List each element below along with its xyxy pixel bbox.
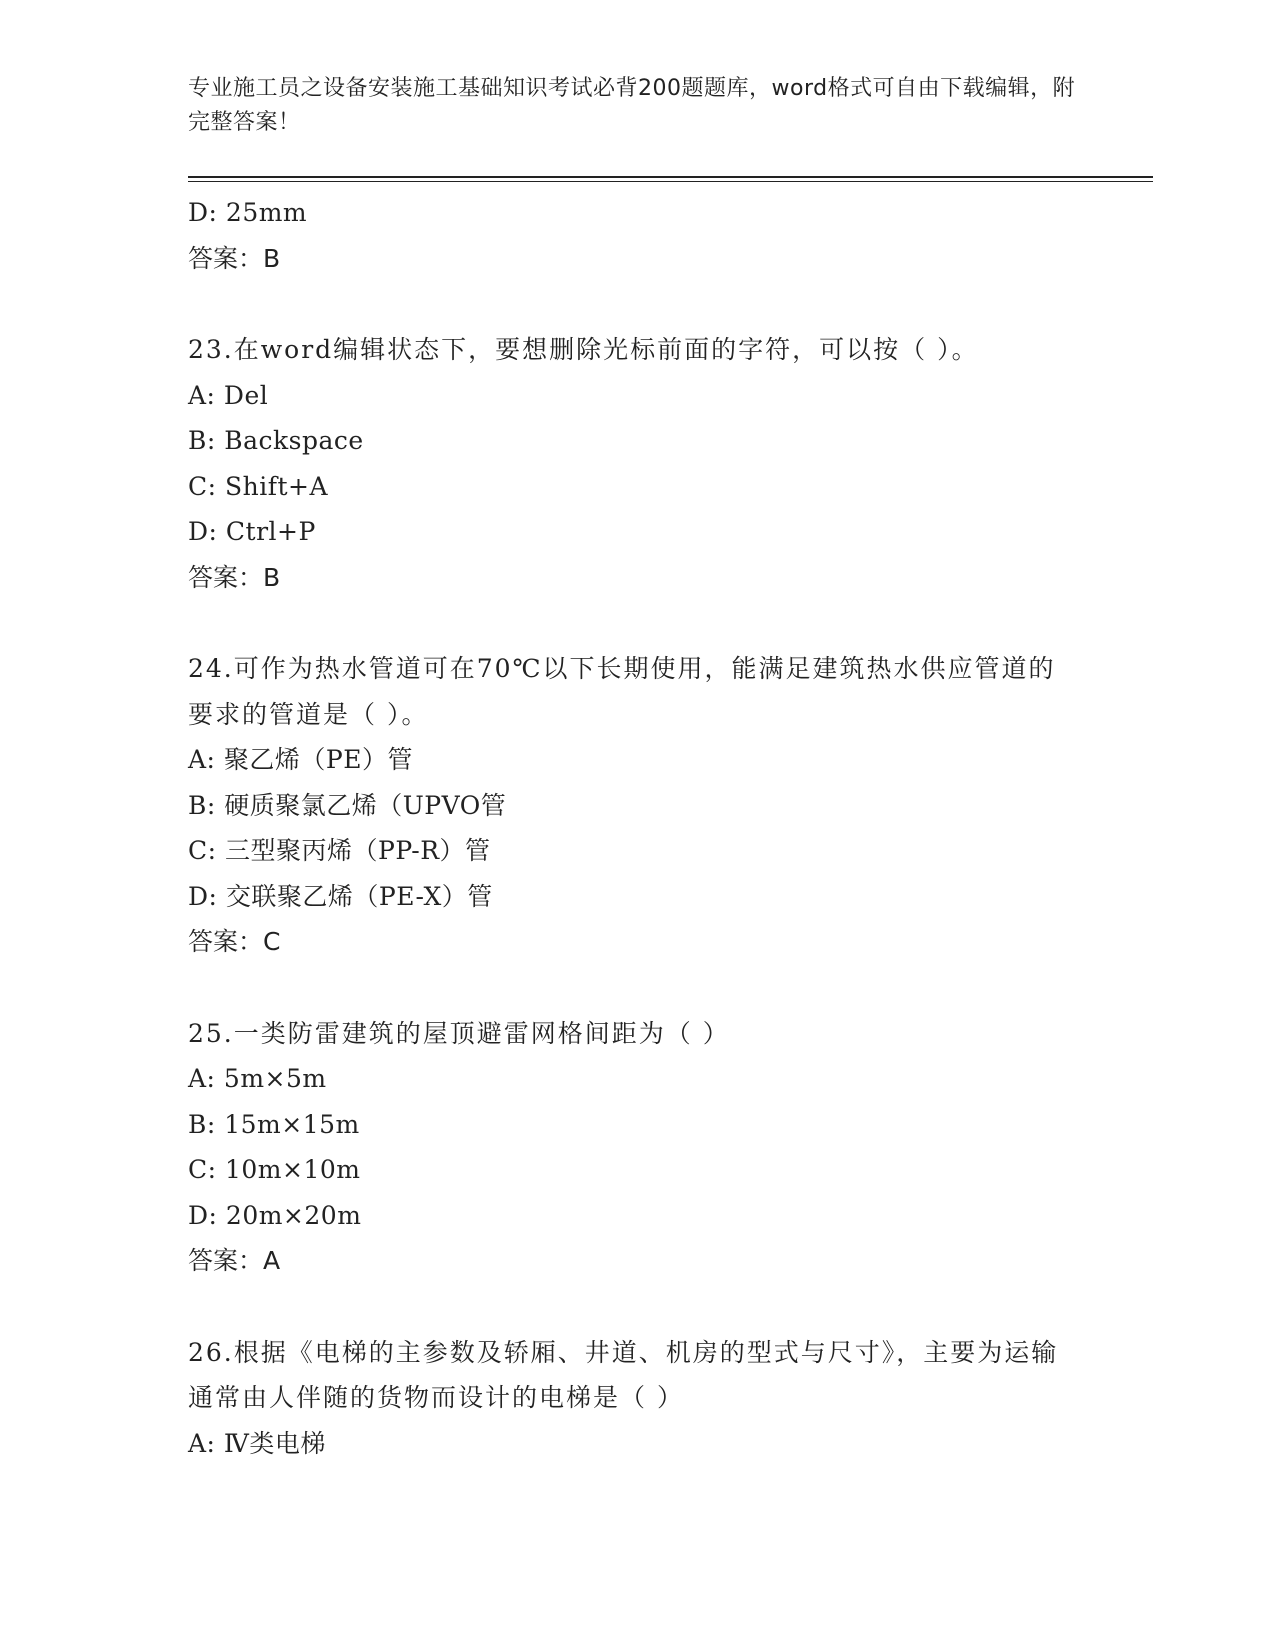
previous-question-tail [188,190,1088,281]
option-a: A: 5m×5m [188,1064,327,1093]
option-d: D: 20m×20m [188,1200,362,1230]
option-a: A: 聚乙烯（PE）管 [188,745,413,774]
question-text: 25.一类防雷建筑的屋顶避雷网格间距为（ ） [188,1018,730,1048]
option-c: C: 三型聚丙烯（PP-R）管 [188,836,491,865]
spacer [188,600,1088,646]
question-text: 24.可作为热水管道可在70℃以下长期使用，能满足建筑热水供应管道的要求的管道是（ ）。 [188,654,1056,729]
answer-label: 答案：C [188,927,281,956]
option-d: D: 25mm [188,198,308,227]
option-c: C: 10m×10m [188,1155,361,1184]
header-title: 专业施工员之设备安装施工基础知识考试必背200题题库，word格式可自由下载编辑，附完整答案！ [188,76,1076,135]
question-text: 26.根据《电梯的主参数及轿厢、井道、机房的型式与尺寸》，主要为运输通常由人伴随的货物而设计的电梯是（ ） [188,1337,1059,1412]
question-25 [188,1011,1088,1284]
option-a: A: Del [188,380,269,410]
answer-label: 答案：A [188,1246,281,1275]
spacer [188,965,1088,1011]
spacer [188,281,1088,327]
question-24 [188,646,1088,965]
header-divider-thin [188,181,1153,182]
answer-label: 答案：B [188,243,281,273]
answer-label: 答案：B [188,562,281,592]
question-26 [188,1330,1088,1467]
question-list [188,190,1088,1466]
document-header [188,72,1088,140]
option-c: C: Shift+A [188,471,329,501]
option-b: B: 硬质聚氯乙烯（UPVO管 [188,790,507,820]
option-d: D: 交联聚乙烯（PE-X）管 [188,881,493,911]
option-d: D: Ctrl+P [188,517,316,546]
header-divider-thick [188,176,1153,178]
option-b: B: Backspace [188,426,364,455]
spacer [188,1284,1088,1330]
option-b: B: 15m×15m [188,1109,360,1139]
question-23 [188,327,1088,600]
question-text: 23.在word编辑状态下，要想删除光标前面的字符，可以按（ ）。 [188,335,979,364]
option-a: A: Ⅳ类电梯 [188,1428,326,1458]
